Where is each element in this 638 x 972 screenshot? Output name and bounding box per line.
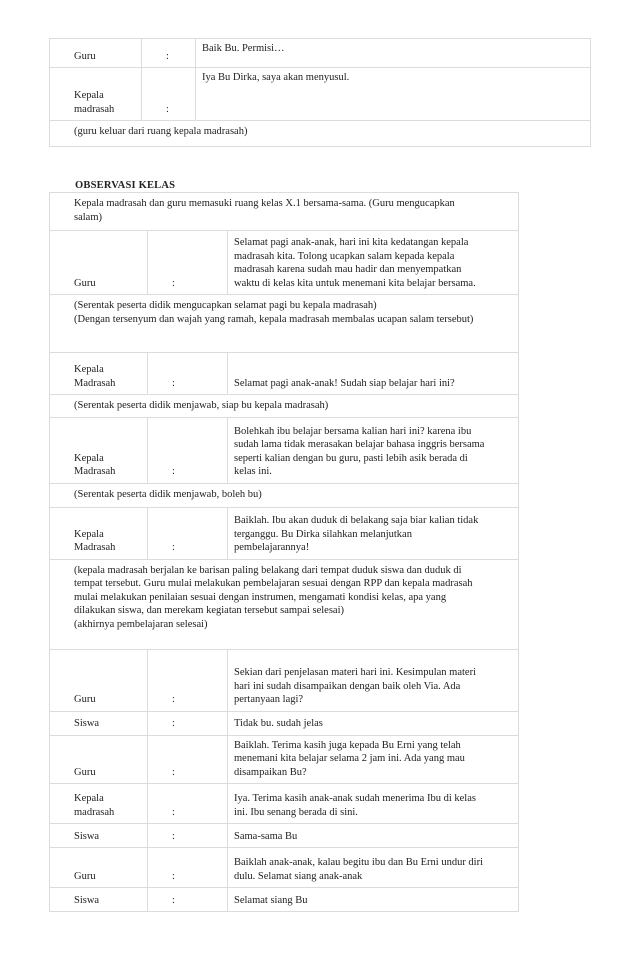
separator-cell xyxy=(148,417,228,483)
dialog-row xyxy=(50,353,519,395)
colon-separator: : xyxy=(172,466,175,477)
speaker-name: Madrasah xyxy=(74,466,116,477)
utterance-line: Bolehkah ibu belajar bersama kalian hari ini? karena ibu xyxy=(234,425,472,437)
utterance-line: hari ini sudah disampaikan dengan baik oleh Via. Ada xyxy=(234,680,461,692)
note-row xyxy=(50,193,519,231)
utterance-cell xyxy=(228,417,519,483)
colon-separator: : xyxy=(172,766,175,778)
utterance-line: sudah lama tidak merasakan belajar bahasa inggris bersama xyxy=(234,439,485,450)
speaker-name: Madrasah xyxy=(74,377,116,389)
separator-cell xyxy=(148,735,228,784)
utterance-cell xyxy=(228,888,519,912)
note-row xyxy=(50,395,519,418)
speaker-name: Guru xyxy=(74,694,96,705)
speaker-cell xyxy=(50,848,148,888)
utterance-cell xyxy=(228,353,519,395)
utterance-cell xyxy=(196,39,591,68)
utterance-line: Baiklah anak-anak, kalau begitu ibu dan Bu Erni undur diri xyxy=(234,857,484,868)
dialog-row xyxy=(50,711,519,735)
utterance-line: Tidak bu. sudah jelas xyxy=(234,718,323,729)
utterance-line: Selamat pagi anak-anak, hari ini kita kedatangan kepala xyxy=(234,237,469,248)
separator-cell xyxy=(148,848,228,888)
utterance-cell xyxy=(196,68,591,121)
utterance-line: ini. Ibu senang berada di sini. xyxy=(234,806,358,818)
dialog-table-observasi xyxy=(49,192,519,912)
utterance-cell xyxy=(228,824,519,848)
utterance-cell xyxy=(228,711,519,735)
stage-direction-line: salam) xyxy=(74,211,102,223)
speaker-cell xyxy=(50,353,148,395)
colon-separator: : xyxy=(172,694,175,705)
speaker-cell xyxy=(50,888,148,912)
speaker-name: madrasah xyxy=(74,806,115,818)
utterance-line: Selamat siang Bu xyxy=(234,894,308,906)
stage-direction-line: (Serentak peserta didik menjawab, siap bu kepala madrasah) xyxy=(74,400,329,411)
separator-cell xyxy=(148,231,228,295)
utterance-line: madrasah karena sudah mau hadir dan menyempatkan xyxy=(234,264,462,275)
utterance-line: Sekian dari penjelasan materi hari ini. Kesimpulan materi xyxy=(234,667,477,678)
utterance-cell xyxy=(228,735,519,784)
stage-direction-line: (Dengan tersenyum dan wajah yang ramah, kepala madrasah membalas ucapan salam tersebut) xyxy=(74,313,474,325)
utterance-line: waktu di kelas kita untuk menemani kita belajar bersama. xyxy=(234,277,476,289)
speaker-name: Madrasah xyxy=(74,542,116,553)
utterance-line: kelas ini. xyxy=(234,466,272,477)
dialog-table-top xyxy=(49,38,591,147)
speaker-cell xyxy=(50,784,148,824)
stage-direction-line: tempat tersebut. Guru mulai melakukan pembelajaran sesuai dengan RPP dan kepala madrasah xyxy=(74,578,473,589)
colon-separator: : xyxy=(172,830,175,842)
utterance-line: Baik Bu. Permisi… xyxy=(202,43,285,54)
utterance-line: disampaikan Bu? xyxy=(234,766,307,778)
speaker-name: Guru xyxy=(74,50,96,62)
colon-separator: : xyxy=(172,377,175,389)
utterance-line: Iya. Terima kasih anak-anak sudah menerima Ibu di kelas xyxy=(234,793,476,804)
speaker-cell xyxy=(50,417,148,483)
stage-direction-line: dilakukan siswa, dan merekam kegiatan tersebut sampai selesai) xyxy=(74,605,344,616)
colon-separator: : xyxy=(172,870,175,882)
separator-cell xyxy=(148,507,228,559)
speaker-cell xyxy=(50,507,148,559)
stage-direction-line: (akhirnya pembelajaran selesai) xyxy=(74,618,208,630)
utterance-line: terganggu. Bu Dirka silahkan melanjutkan xyxy=(234,528,412,540)
speaker-cell xyxy=(50,824,148,848)
utterance-cell xyxy=(228,848,519,888)
utterance-cell xyxy=(228,649,519,711)
speaker-cell xyxy=(50,711,148,735)
separator-cell xyxy=(142,39,196,68)
dialog-row xyxy=(50,649,519,711)
separator-cell xyxy=(148,888,228,912)
utterance-cell xyxy=(228,231,519,295)
stage-direction xyxy=(50,193,519,231)
stage-direction-line: (kepala madrasah berjalan ke barisan paling belakang dari tempat duduk siswa dan duduk di xyxy=(74,564,462,576)
separator-cell xyxy=(142,68,196,121)
utterance-line: Baiklah. Ibu akan duduk di belakang saja biar kalian tidak xyxy=(234,515,479,526)
stage-direction-line: Kepala madrasah dan guru memasuki ruang kelas X.1 bersama-sama. (Guru mengucapkan xyxy=(74,198,455,209)
utterance-line: pertanyaan lagi? xyxy=(234,694,304,705)
dialog-row xyxy=(50,417,519,483)
speaker-cell xyxy=(50,649,148,711)
speaker-name: Kepala xyxy=(74,364,104,375)
note-row xyxy=(50,483,519,507)
speaker-name: Guru xyxy=(74,870,96,882)
dialog-row xyxy=(50,824,519,848)
speaker-name: Siswa xyxy=(74,830,100,842)
stage-direction xyxy=(50,559,519,649)
speaker-name: madrasah xyxy=(74,103,115,115)
utterance-line: Baiklah. Terima kasih juga kepada Bu Erni yang telah xyxy=(234,739,461,751)
colon-separator: : xyxy=(166,103,169,115)
dialog-row xyxy=(50,507,519,559)
separator-cell xyxy=(148,784,228,824)
dialog-row xyxy=(50,888,519,912)
colon-separator: : xyxy=(166,50,169,62)
speaker-cell xyxy=(50,39,142,68)
utterance-cell xyxy=(228,507,519,559)
speaker-name: Kepala xyxy=(74,90,104,101)
section-heading: OBSERVASI KELAS xyxy=(75,180,176,191)
dialog-row xyxy=(50,784,519,824)
dialog-row xyxy=(50,735,519,784)
utterance-line: Selamat pagi anak-anak! Sudah siap belajar hari ini? xyxy=(234,377,455,389)
dialog-row xyxy=(50,231,519,295)
speaker-name: Kepala xyxy=(74,528,104,540)
utterance-line: Sama-sama Bu xyxy=(234,830,298,842)
utterance-line: pembelajarannya! xyxy=(234,542,310,553)
stage-direction-line: mulai melakukan penilaian sesuai dengan instrumen, mengamati kondisi kelas, apa yang xyxy=(74,591,447,603)
utterance-cell xyxy=(228,784,519,824)
speaker-name: Guru xyxy=(74,277,96,289)
separator-cell xyxy=(148,711,228,735)
stage-direction-line: (Serentak peserta didik mengucapkan selamat pagi bu kepala madrasah) xyxy=(74,300,377,311)
colon-separator: : xyxy=(172,277,175,289)
note-row xyxy=(50,121,591,147)
speaker-name: Kepala xyxy=(74,452,104,464)
colon-separator: : xyxy=(172,718,175,729)
speaker-name: Guru xyxy=(74,766,96,778)
speaker-cell xyxy=(50,735,148,784)
stage-direction-line: (Serentak peserta didik menjawab, boleh bu) xyxy=(74,488,262,500)
dialog-row xyxy=(50,39,591,68)
speaker-cell xyxy=(50,68,142,121)
separator-cell xyxy=(148,353,228,395)
note-row xyxy=(50,559,519,649)
colon-separator: : xyxy=(172,894,175,906)
dialog-row xyxy=(50,68,591,121)
stage-direction xyxy=(50,395,519,418)
utterance-line: seperti kalian dengan bu guru, pasti lebih asik berada di xyxy=(234,452,468,464)
stage-direction xyxy=(50,483,519,507)
stage-direction xyxy=(50,121,591,147)
utterance-line: madrasah kita. Tolong ucapkan salam kepada kepala xyxy=(234,250,455,262)
speaker-name: Siswa xyxy=(74,894,100,906)
speaker-name: Kepala xyxy=(74,793,104,804)
separator-cell xyxy=(148,649,228,711)
utterance-line: dulu. Selamat siang anak-anak xyxy=(234,870,363,882)
colon-separator: : xyxy=(172,542,175,553)
utterance-line: Iya Bu Dirka, saya akan menyusul. xyxy=(202,72,350,83)
stage-direction-line: (guru keluar dari ruang kepala madrasah) xyxy=(74,126,248,137)
speaker-name: Siswa xyxy=(74,718,100,729)
stage-direction xyxy=(50,295,519,353)
dialog-row xyxy=(50,848,519,888)
utterance-line: menemani kita belajar selama 2 jam ini. Ada yang mau xyxy=(234,753,465,764)
speaker-cell xyxy=(50,231,148,295)
note-row xyxy=(50,295,519,353)
separator-cell xyxy=(148,824,228,848)
colon-separator: : xyxy=(172,806,175,818)
